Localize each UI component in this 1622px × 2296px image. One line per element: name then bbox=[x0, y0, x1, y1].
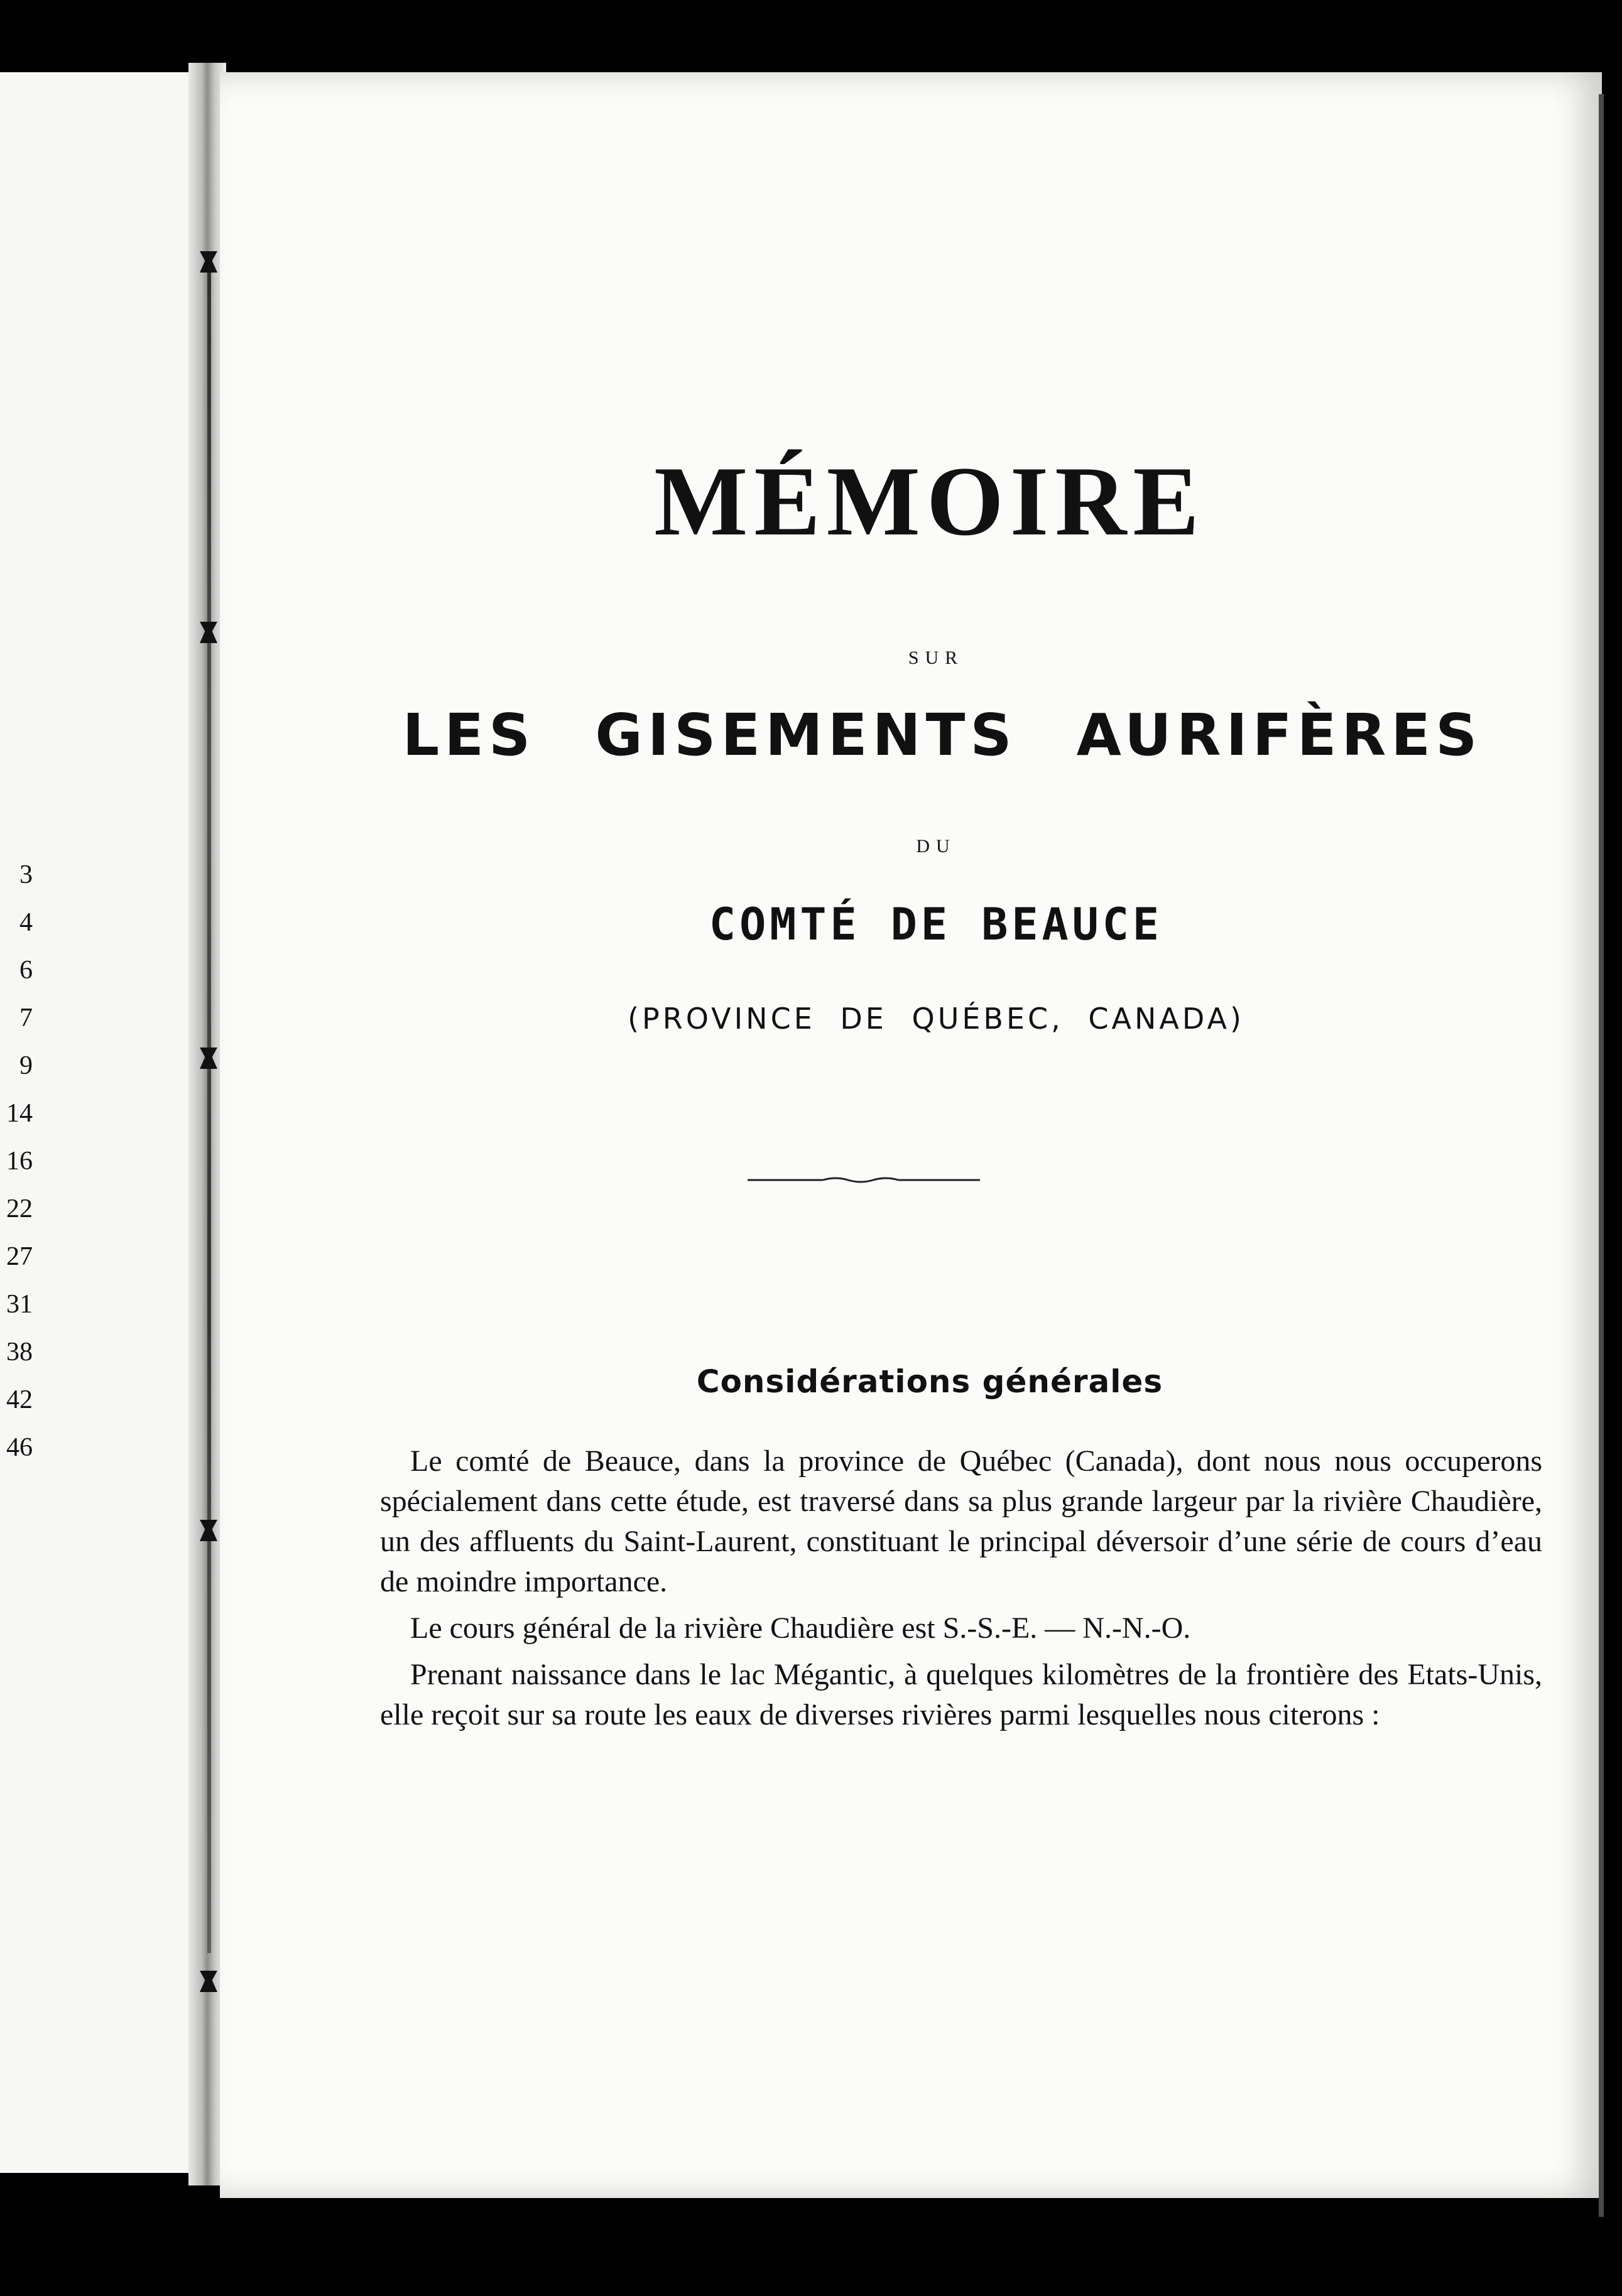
toc-page-number: 22 bbox=[6, 1194, 33, 1223]
paragraph: Prenant naissance dans le lac Mégantic, à quelques kilomètres de la frontière des Etats-Unis, elle reçoit sur sa route les eaux de diverses rivières parmi lesquelles nous citerons : bbox=[380, 1658, 1542, 1731]
toc-page-number: 42 bbox=[6, 1385, 33, 1414]
toc-page-number: 27 bbox=[6, 1242, 33, 1271]
title-page bbox=[220, 72, 1602, 2198]
paragraph: Le comté de Beauce, dans la province de Québec (Canada), dont nous nous occuperons spécialement dans cette étude, est traversé dans sa plus grande largeur par la rivière Chaudière, un des affluents du Saint-Laurent, constituant le principal déversoir d’une série de cours d’eau de moindre importance. bbox=[380, 1444, 1542, 1598]
toc-page-number: 38 bbox=[6, 1338, 33, 1367]
toc-page-number: 31 bbox=[6, 1290, 33, 1319]
binding-thread bbox=[207, 257, 211, 1953]
province-line: (PROVINCE DE QUÉBEC, CANADA) bbox=[628, 1002, 1244, 1036]
toc-page-number: 16 bbox=[6, 1147, 33, 1176]
toc-page-number: 6 bbox=[19, 956, 33, 985]
title-connector-du: DU bbox=[916, 836, 956, 857]
title-connector-sur: SUR bbox=[908, 647, 964, 668]
toc-page-number: 7 bbox=[19, 1004, 33, 1032]
toc-page-number: 14 bbox=[6, 1099, 33, 1128]
document-subtitle: LES GISEMENTS AURIFÈRES bbox=[402, 701, 1483, 769]
toc-page-number: 4 bbox=[19, 908, 33, 937]
toc-page-number: 3 bbox=[19, 860, 33, 889]
paragraph: Le cours général de la rivière Chaudière est S.-S.-E. — N.-N.-O. bbox=[410, 1611, 1191, 1645]
body-text bbox=[380, 1441, 1542, 1741]
county-name: COMTÉ DE BEAUCE bbox=[709, 899, 1163, 950]
section-heading: Considérations générales bbox=[696, 1363, 1163, 1400]
page-edge-shadow bbox=[1599, 94, 1604, 2217]
document-title: MÉMOIRE bbox=[654, 447, 1206, 556]
toc-page-number: 46 bbox=[6, 1433, 33, 1462]
toc-page-number: 9 bbox=[19, 1051, 33, 1080]
ornamental-rule-icon bbox=[748, 1176, 980, 1184]
left-facing-page bbox=[0, 72, 197, 2173]
table-of-contents-page-numbers bbox=[0, 851, 33, 1471]
